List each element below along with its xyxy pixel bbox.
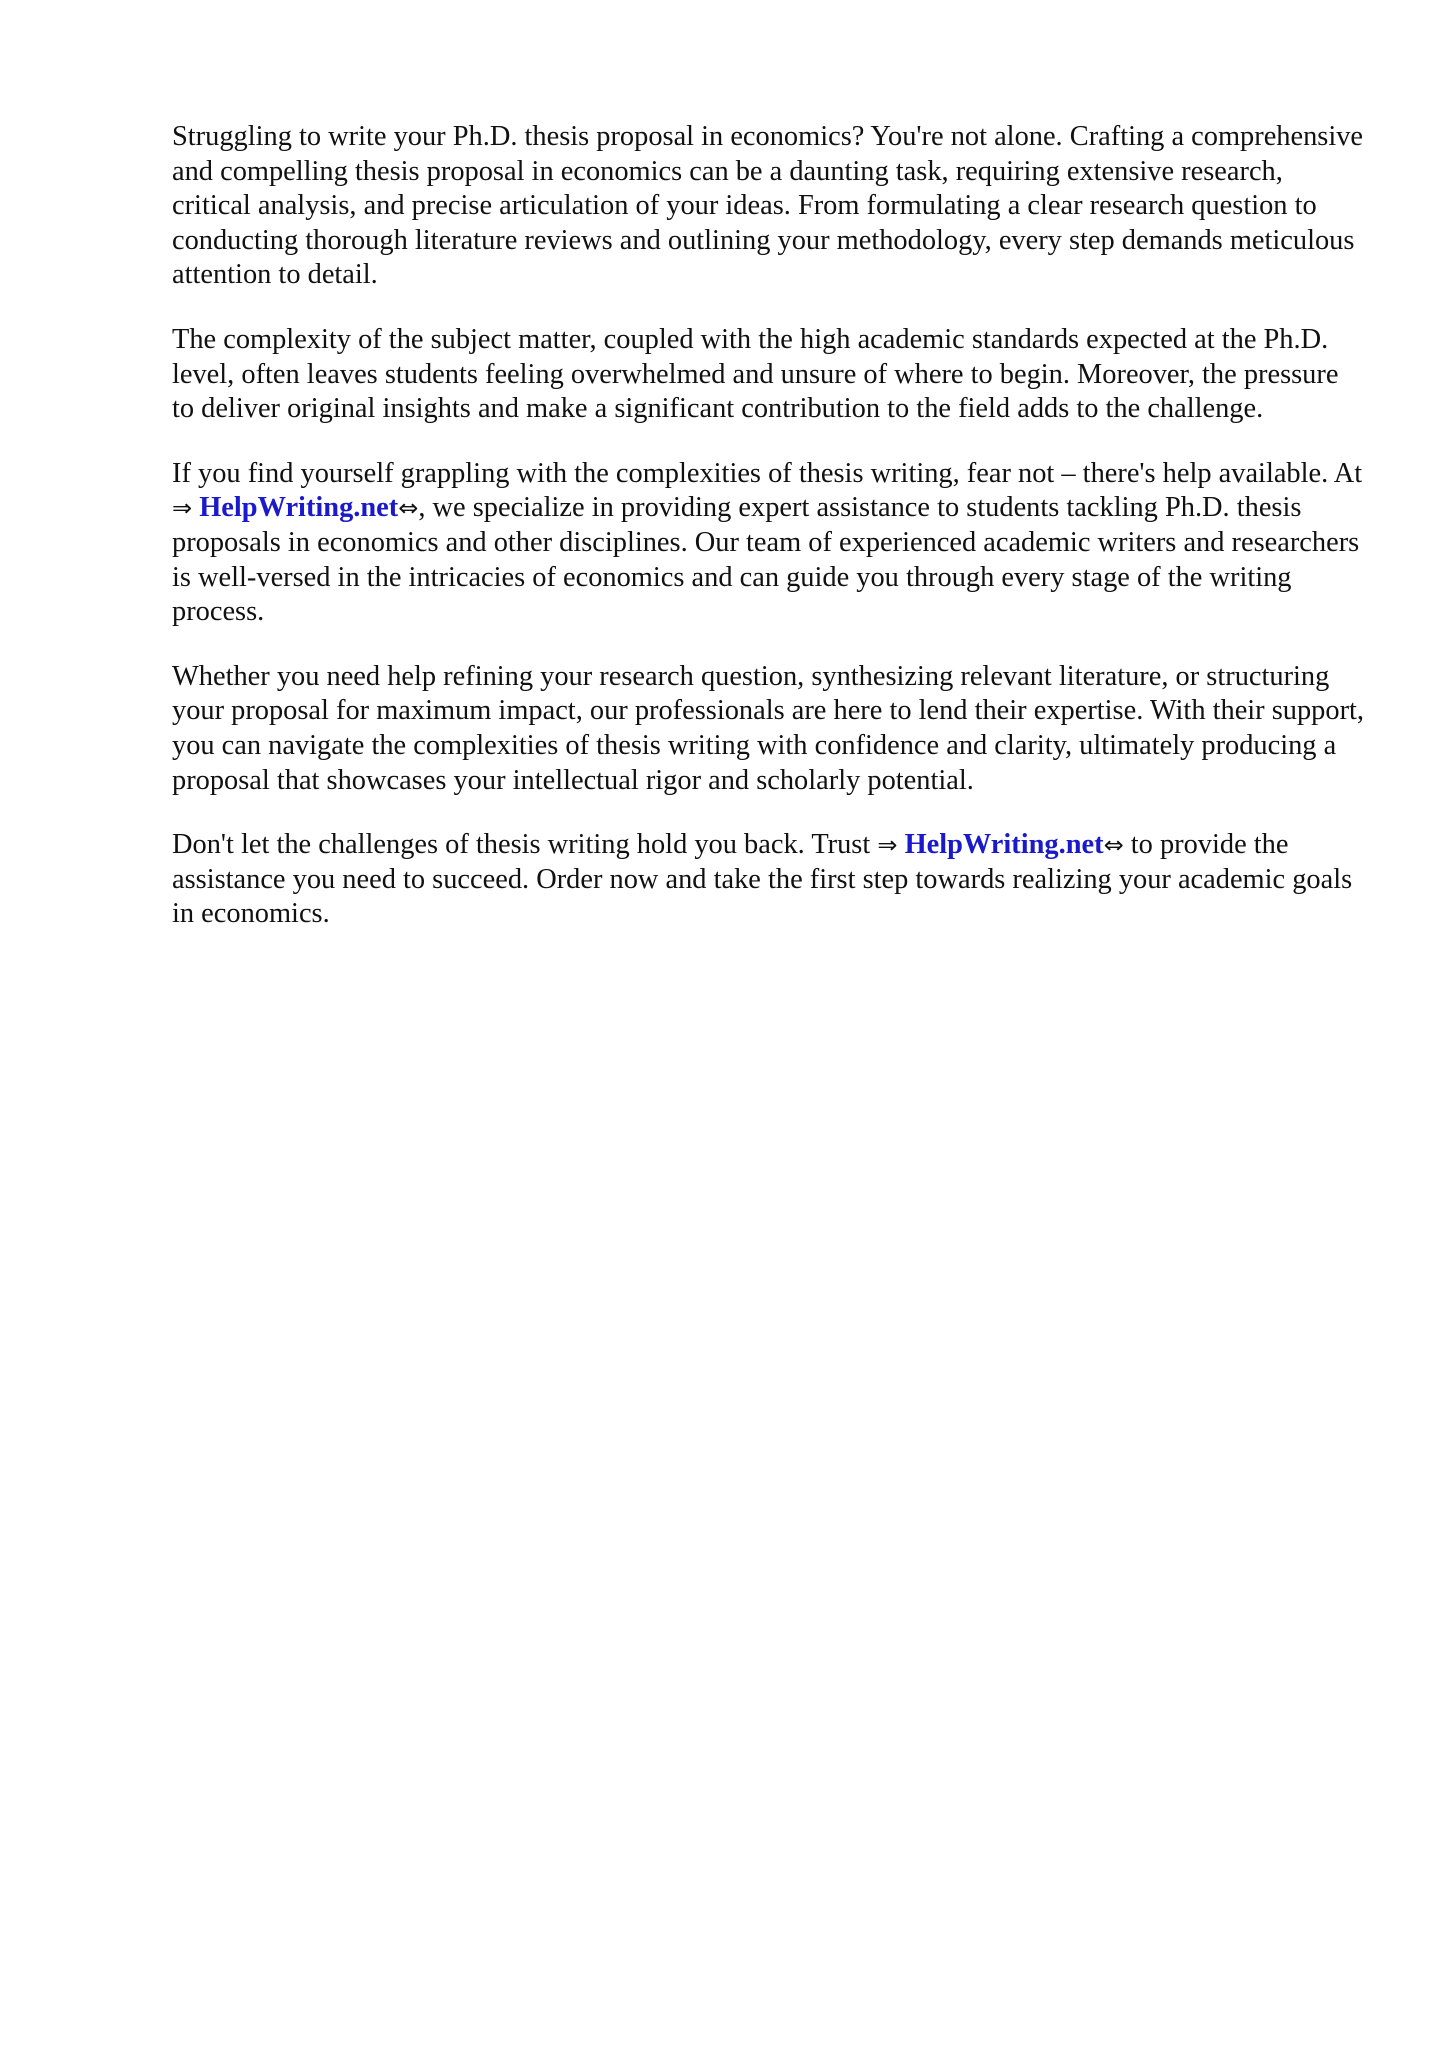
paragraph-5 [172,828,1367,932]
paragraph-5-text-after: to provide the assistance you need to succeed. Order now and take the first step towards realizing your academic goals in economics. [172,829,1353,930]
document-body [172,120,1367,962]
paragraph-3-text-after: , we specialize in providing expert assistance to students tackling Ph.D. thesis proposals in economics and other disciplines. Our team of experienced academic writers and researchers is well-versed in the intricacies of economics and can guide you through every stage of the writing process. [172,492,1360,628]
paragraph-4: Whether you need help refining your research question, synthesizing relevant literature, or structuring your proposal for maximum impact, our professionals are here to lend their expertise. With their support, you can navigate the complexities of thesis writing with confidence and clarity, ultimately producing a proposal that showcases your intellectual rigor and scholarly potential. [172,660,1365,796]
left-right-double-arrow-icon: ⇔ [1103,831,1124,860]
paragraph-3 [172,457,1367,630]
left-right-double-arrow-icon: ⇔ [398,494,419,523]
right-double-arrow-icon: ⇒ [172,494,193,523]
paragraph-1: Struggling to write your Ph.D. thesis proposal in economics? You're not alone. Crafting a comprehensive and compelling thesis proposal in economics can be a daunting task, requiring extensive research, critical analysis, and precise articulation of your ideas. From formulating a clear research question to conducting thorough literature reviews and outlining your methodology, every step demands meticulous attention to detail. [172,121,1364,291]
paragraph-3-text-before: If you find yourself grappling with the complexities of thesis writing, fear not – there's help available. At [172,457,1363,489]
right-double-arrow-icon: ⇒ [877,831,898,860]
helpwriting-link[interactable]: HelpWriting.net [199,492,399,524]
paragraph-2: The complexity of the subject matter, coupled with the high academic standards expected at the Ph.D. level, often leaves students feeling overwhelmed and unsure of where to begin. Moreover, the pressure to deliver original insights and make a significant contribution to the field adds to the challenge. [172,323,1339,425]
helpwriting-link[interactable]: HelpWriting.net [904,829,1104,861]
paragraph-5-text-before: Don't let the challenges of thesis writing hold you back. Trust [172,829,878,861]
